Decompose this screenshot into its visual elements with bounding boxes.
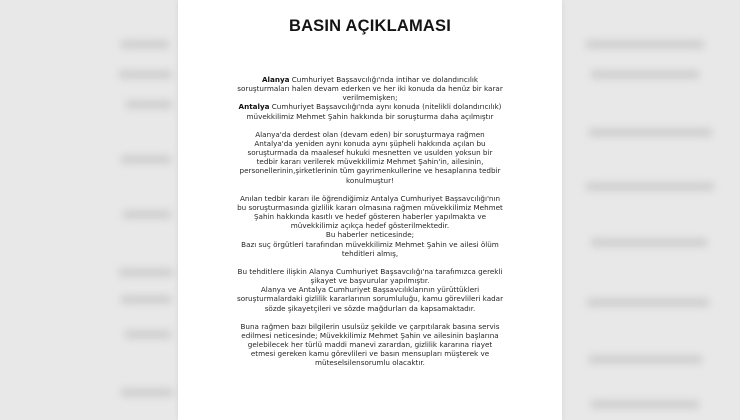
document-line (188, 304, 552, 313)
line-text: Bu tehditlere ilişkin Alanya Cumhuriyet Başsavcılığı'na tarafımızca gerekli (237, 266, 503, 276)
line-text: soruşturmaları halen devam ederken ve her iki konuda da henüz bir karar (237, 84, 503, 94)
line-text: etmesi gereken kamu görevlileri ve basın mensupları müşterek ve (250, 349, 490, 359)
document-line (188, 276, 552, 285)
document-line (188, 148, 552, 157)
line-text: Alanya'da derdest olan (devam eden) bir soruşturmaya rağmen (255, 129, 485, 139)
line-text: tedbir kararı verilerek müvekkilimiz Mehmet Şahin'in, ailesinin, (256, 157, 484, 167)
blur-line (118, 268, 174, 277)
line-text: sözde şikayetçileri ve sözde mağdurları da kapsamaktadır. (264, 303, 476, 313)
line-text: soruşturmalardaki gizlilik kararlarının sorumluluğu, kamu görevlileri kadar (236, 294, 504, 304)
document-line (188, 157, 552, 166)
document-line (188, 84, 552, 93)
document-line (188, 294, 552, 303)
blur-line (118, 70, 173, 79)
blur-line (586, 298, 710, 307)
document-line (188, 322, 552, 331)
blur-line (120, 155, 172, 164)
document-line (188, 230, 552, 239)
bold-lead: Antalya (238, 102, 270, 112)
blur-line (124, 330, 172, 339)
line-text: müvekkilimiz Mehmet Şahin hakkında bir soruşturma daha açılmıştır (246, 111, 494, 121)
blur-line (588, 128, 713, 137)
line-text: Antalya'da yeniden aynı konuda aynı şüpheli hakkında açılan bu (254, 138, 486, 148)
document-line (188, 176, 552, 185)
blur-line (585, 182, 715, 191)
line-text: Alanya ve Antalya Cumhuriyet Başsavcılıklarının yürüttükleri (260, 285, 480, 295)
document-line (188, 240, 552, 249)
document-line (188, 358, 552, 367)
paragraph-gap (188, 121, 552, 130)
document-line (188, 102, 552, 111)
blur-line (125, 100, 173, 109)
document-body (188, 75, 552, 368)
paragraph-gap (188, 313, 552, 322)
document-line (188, 203, 552, 212)
line-text: tehditleri almış, (341, 248, 399, 258)
line-text: Şahin hakkında kasıtlı ve hedef gösteren haberler yapılmakta ve (254, 212, 486, 222)
line-text: gelebilecek her türlü maddi manevi zarardan, gizlilik kararına riayet (247, 340, 493, 350)
line-text: müvekkilimiz açıkça hedef gösterilmektedir. (290, 221, 450, 231)
blur-line (590, 238, 708, 247)
line-text: Anılan tedbir kararı ile öğrendiğimiz Antalya Cumhuriyet Başsavcılığı'nın (239, 193, 501, 203)
document-title: BASIN AÇIKLAMASI (288, 17, 452, 35)
line-text: konulmuştur! (346, 175, 394, 185)
line-text: soruşturmada da maalesef hukuki mesnetten ve usulden yoksun bir (247, 148, 493, 158)
line-text: Cumhuriyet Başsavcılığı'nda intihar ve dolandırıcılık (289, 75, 479, 84)
blur-line (120, 388, 174, 397)
document-line (188, 166, 552, 175)
blur-line (590, 70, 700, 79)
document-line (188, 130, 552, 139)
paragraph-gap (188, 258, 552, 267)
press-release-document (178, 0, 562, 420)
document-line (188, 194, 552, 203)
line-text: verilmemişken; (342, 93, 398, 103)
blur-line (122, 210, 172, 219)
line-text: Buna rağmen bazı bilgilerin usulsüz şekilde ve çarpıtılarak basına servis (240, 321, 500, 331)
blur-line (120, 40, 170, 49)
document-line (188, 75, 552, 84)
document-line (188, 331, 552, 340)
line-text: Bazı suç örgütleri tarafından müvekkilimiz Mehmet Şahin ve ailesi ölüm (241, 239, 499, 249)
document-line (188, 249, 552, 258)
line-text: Bu haberler neticesinde; (325, 230, 415, 240)
line-text: müteselsilensorumlu olacaktır. (315, 358, 425, 368)
line-text: bu soruşturmasında gizlilik kararı olmasına rağmen müvekkilimiz Mehmet (237, 202, 503, 212)
document-line (188, 212, 552, 221)
blur-line (590, 400, 700, 409)
document-line (188, 349, 552, 358)
line-text: Cumhuriyet Başsavcılığı'nda aynı konuda (nitelikli dolandırıcılık) (269, 102, 502, 112)
bold-lead: Alanya (261, 75, 290, 84)
document-line (188, 93, 552, 102)
paragraph-gap (188, 185, 552, 194)
document-line (188, 112, 552, 121)
blur-line (585, 40, 705, 49)
line-text: şikayet ve başvurular yapılmıştır. (310, 276, 430, 286)
line-text: personellerinin,şirketlerinin tüm gayrimenkullerine ve hesaplarına tedbir (239, 166, 501, 176)
line-text: edilmesi neticesinde; Müvekkilimiz Mehmet Şahin ve ailesinin başlarına (241, 330, 499, 340)
document-line (188, 340, 552, 349)
document-line (188, 139, 552, 148)
document-line (188, 221, 552, 230)
blur-line (588, 355, 703, 364)
document-line (188, 285, 552, 294)
document-line (188, 267, 552, 276)
blur-line (120, 295, 172, 304)
